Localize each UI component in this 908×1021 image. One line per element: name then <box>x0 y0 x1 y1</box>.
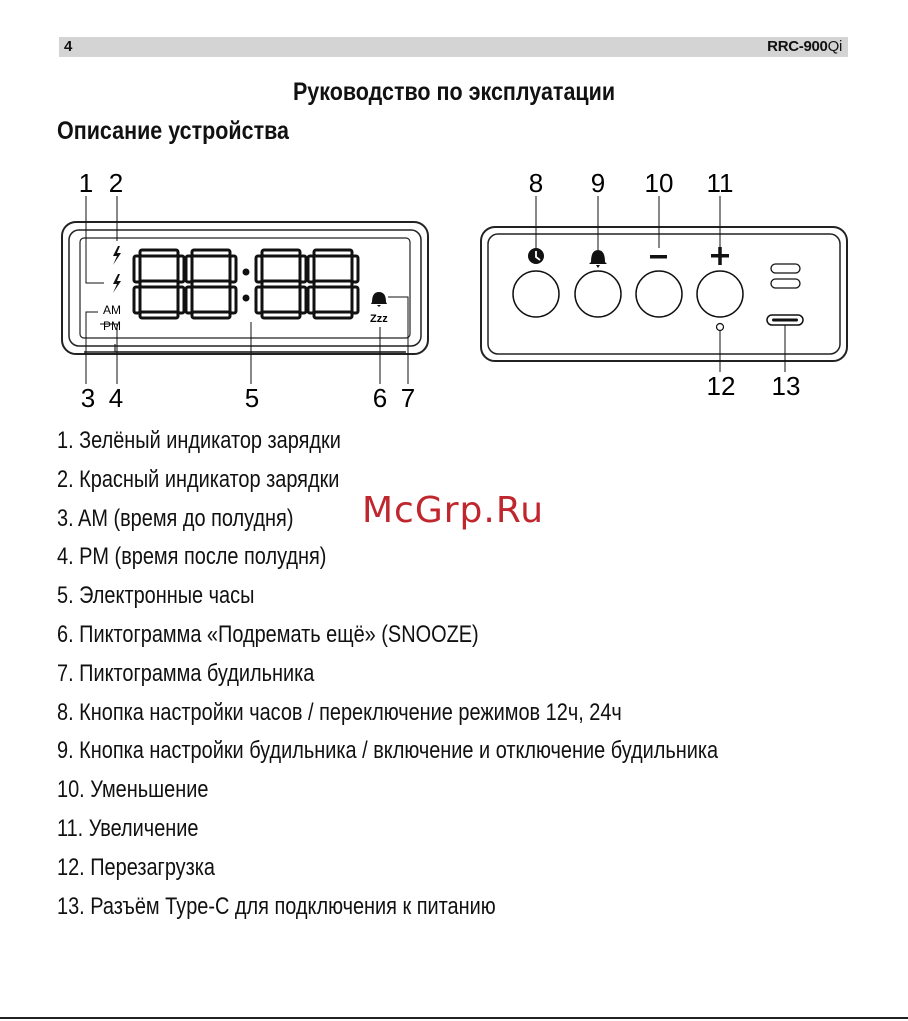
callout-12: 12 <box>706 371 736 401</box>
device-diagram <box>0 0 908 420</box>
back-view <box>481 168 847 401</box>
list-item: 10. Уменьшение <box>57 776 209 804</box>
section-title: Описание устройства <box>57 117 290 145</box>
list-item: 13. Разъём Type-C для подключения к питанию <box>57 892 496 920</box>
callout-2: 2 <box>108 168 124 198</box>
callout-13: 13 <box>771 371 801 401</box>
green-charge-indicator-icon <box>113 246 121 265</box>
alarm-setting-button <box>575 271 621 317</box>
callout-6: 6 <box>372 383 388 413</box>
increase-button <box>697 271 743 317</box>
minus-icon <box>650 255 667 259</box>
callout-7: 7 <box>400 383 416 413</box>
callout-8: 8 <box>528 168 544 198</box>
reset-hole <box>717 324 724 331</box>
callout-1: 1 <box>78 168 94 198</box>
alarm-icon <box>371 292 387 307</box>
list-item: 8. Кнопка настройки часов / переключение режимов 12ч, 24ч <box>57 698 622 726</box>
model-label: RRC-900 <box>767 38 828 55</box>
watermark: McGrp.Ru <box>362 490 545 531</box>
list-item: 5. Электронные часы <box>57 582 255 610</box>
clock-digits <box>134 250 358 318</box>
list-item: 3. AM (время до полудня) <box>57 504 294 532</box>
list-item: 1. Зелёный индикатор зарядки <box>57 427 341 454</box>
callout-10: 10 <box>644 168 674 198</box>
list-item: 12. Перезагрузка <box>57 853 215 881</box>
bottom-rule <box>0 1017 908 1019</box>
red-charge-indicator-icon <box>113 274 121 293</box>
front-view <box>62 168 428 413</box>
snooze-icon: Zzz <box>370 313 388 325</box>
am-label: AM <box>103 303 121 317</box>
callout-11: 11 <box>706 168 734 198</box>
pm-label: PM <box>103 319 121 333</box>
list-item: 9. Кнопка настройки будильника / включение и отключение будильника <box>57 737 719 765</box>
speaker-slot-1 <box>771 264 800 273</box>
document-title: Руководство по эксплуатации <box>292 78 616 106</box>
callout-5: 5 <box>244 383 260 413</box>
list-item: 7. Пиктограмма будильника <box>57 659 315 687</box>
list-item: 4. PM (время после полудня) <box>57 543 327 571</box>
page-number: 4 <box>64 38 73 55</box>
callout-4: 4 <box>108 383 124 413</box>
list-item: 2. Красный индикатор зарядки <box>57 465 340 493</box>
model-suffix: Qi <box>827 38 842 55</box>
plus-icon <box>711 247 729 265</box>
speaker-slot-2 <box>771 279 800 288</box>
bell-icon <box>589 250 607 268</box>
callout-9: 9 <box>590 168 606 198</box>
clock-icon <box>528 248 544 264</box>
clock-setting-button <box>513 271 559 317</box>
list-item: 11. Увеличение <box>57 814 199 842</box>
decrease-button <box>636 271 682 317</box>
callout-3: 3 <box>80 383 96 413</box>
list-item: 6. Пиктограмма «Подремать ещё» (SNOOZE) <box>57 620 479 648</box>
